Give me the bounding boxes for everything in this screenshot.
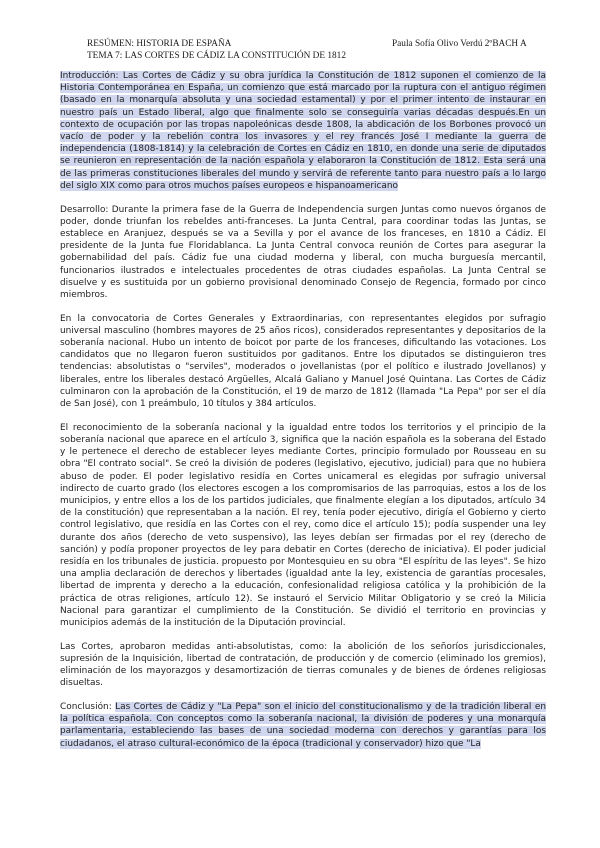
conclusion-paragraph bbox=[60, 701, 546, 750]
conclusion-label: Conclusión: bbox=[60, 702, 116, 713]
conclusion-text: Las Cortes de Cádiz y "La Pepa" son el inicio del constitucionalismo y de la tradición liberal en la política española. Con conceptos como la soberanía nacional, la división de poderes y una monarquía parlamentaria, estableciendo las bases de una sociedad moderna con derechos y garantías para los ciudadanos, el atraso cultural-económico de la época (tradicional y conservador) hizo que "La bbox=[60, 702, 546, 749]
sovereignty-paragraph: El reconocimiento de la soberanía nacional y la igualdad entre todos los territorios y el principio de la soberanía nacional que aparece en el artículo 3, significa que la nación española es la soberana del Estado y le pertenece el derecho de establecer leyes mediante Cortes, principio formulado por Rousseau en su obra "El contrato social". Se creó la división de poderes (legislativo, ejecutivo, judicial) para que no hubiera abuso de poder. El poder legislativo residía en Cortes unicameral es elegidas por sufragio universal indirecto de cuarto grado (los electores escogen a los compromisarios de las parroquias, estos a los de los municipios, y entre ellos a los de los partidos judiciales, que finalmente elegían a los diputados, artículo 34 de la constitución) que representaban a la nación. El rey, tenía poder ejecutivo, dirigía el Gobierno y cierto control legislativo, que residía en las Cortes con el rey, como dice el artículo 15); podía suspender una ley durante dos años (derecho de veto suspensivo), las leyes debían ser firmadas por el rey (derecho de sanción) y podía proponer proyectos de ley para debatir en Cortes (derecho de iniciativa). El poder judicial residía en los tribunales de justicia. propuesto por Montesquieu en su obra "El espíritu de las leyes". Se hizo una amplia declaración de derechos y libertades (igualdad ante la ley, existencia de garantías procesales, libertad de imprenta y derecho a la educación, confesionalidad religiosa católica y la prohibición de la práctica de otras religiones, artículo 12). Se instauró el Servicio Militar Obligatorio y se creó la Milicia Nacional para garantizar el cumplimiento de la Constitución. Se dividió el territorio en provincias y municipios además de la institución de la Diputación provincial. bbox=[60, 422, 546, 629]
document-body bbox=[60, 70, 546, 761]
header-subject: RESÚMEN: HISTORIA DE ESPAÑA bbox=[87, 39, 232, 49]
document-header-title bbox=[87, 38, 346, 62]
intro-paragraph bbox=[60, 70, 546, 192]
header-topic: TEMA 7: LAS CORTES DE CÁDIZ LA CONSTITUCIÓN DE 1812 bbox=[87, 51, 346, 61]
intro-label: Introducción: bbox=[60, 71, 123, 81]
cortes-convocation-paragraph: En la convocatoria de Cortes Generales y Extraordinarias, con representantes elegidos por sufragio universal masculino (hombres mayores de 25 años ricos), considerados representantes y depositarios de la soberanía nacional. Hubo un intento de boicot por parte de los franceses, dificultando las votaciones. Los candidatos que no llegaron fueron sustituidos por gaditanos. Entre los diputados se distinguieron tres tendencias: absolutistas o "serviles", moderados o jovellanistas (por el político e ilustrado Jovellanos) y liberales, entre los liberales destacó Argüelles, Alcalá Galiano y Manuel José Quintana. Las Cortes de Cádiz culminaron con la aprobación de la Constitución, el 19 de marzo de 1812 (llamada "La Pepa" por ser el día de San José), con 1 preámbulo, 10 títulos y 384 artículos. bbox=[60, 313, 546, 410]
anti-absolutist-measures-paragraph: Las Cortes, aprobaron medidas anti-absolutistas, como: la abolición de los señoríos jurisdiccionales, supresión de la Inquisición, libertad de contratación, de producción y de comercio (eliminado los gremios), eliminación de los mayorazgos y desamortización de tierras comunales y de bienes de órdenes religiosas disueltas. bbox=[60, 641, 546, 689]
header-author: Paula Sofía Olivo Verdú 2ºBACH A bbox=[392, 39, 527, 49]
intro-text: Las Cortes de Cádiz y su obra jurídica la Constitución de 1812 suponen el comienzo de la Historia Contemporánea en España, un comienzo que está marcado por la ruptura con el antiguo régimen (basado en la monarquía absoluta y una sociedad estamental) y por el primer intento de instaurar en nuestro país un Estado liberal, algo que finalmente solo se conseguiría varias décadas después.En un contexto de ocupación por las tropas napoleónicas desde 1808, la abdicación de los Borbones provocó un vacío de poder y la rebelión contra los invasores y el rey francés José I mediante la guerra de independencia (1808-1814) y la celebración de Cortes en Cádiz en 1810, en donde una serie de diputados se reunieron en representación de la nación española y elaboraron la Constitución de 1812. Esta será una de las primeras constituciones liberales del mundo y servirá de referente tanto para nuestro país a lo largo del siglo XIX como para otros muchos países europeos e hispanoamericano bbox=[60, 71, 546, 191]
development-paragraph: Desarrollo: Durante la primera fase de la Guerra de Independencia surgen Juntas como nuevos órganos de poder, donde triunfan los rebeldes anti-franceses. La Junta Central, para coordinar todas las Juntas, se establece en Aranjuez, después se va a Sevilla y por el avance de los franceses, en 1810 a Cádiz. El presidente de la Junta fue Floridablanca. La Junta Central convoca reunión de Cortes para asegurar la gobernabilidad del país. Cádiz fue una ciudad moderna y liberal, con mucha burguesía mercantil, funcionarios ilustrados e intelectuales procedentes de otras ciudades españolas. La Junta Central se disuelve y es sustituida por un gobierno provisional denominado Consejo de Regencia, formado por cinco miembros. bbox=[60, 204, 546, 300]
